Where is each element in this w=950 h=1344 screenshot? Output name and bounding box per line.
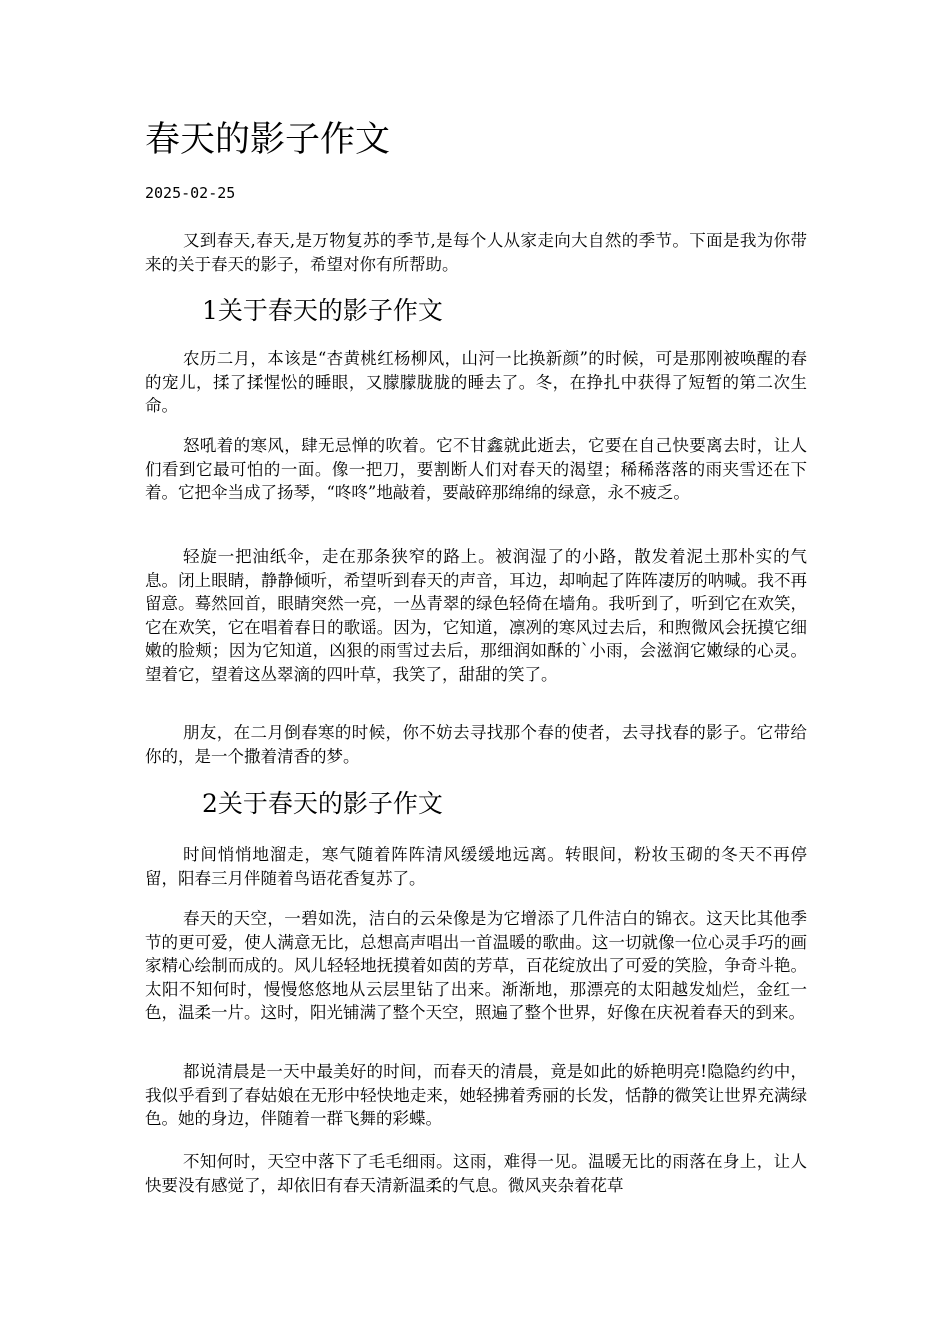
intro-paragraph: 又到春天,春天,是万物复苏的季节,是每个人从家走向大自然的季节。下面是我为你带来的关于春天的影子，希望对你有所帮助。 (145, 231, 807, 274)
section-2-paragraph-2: 春天的天空，一碧如洗，洁白的云朵像是为它增添了几件洁白的锦衣。这天比其他季节的更可爱，使人满意无比，总想高声唱出一首温暖的歌曲。这一切就像一位心灵手巧的画家精心绘制而成的。风儿轻轻地抚摸着如茵的芳草，百花绽放出了可爱的笑脸，争奇斗艳。太阳不知何时，慢慢悠悠地从云层里钻了出来。渐渐地，那漂亮的太阳越发灿烂，金红一色，温柔一片。这时，阳光铺满了整个天空，照遍了整个世界，好像在庆祝着春天的到来。 (145, 909, 807, 1022)
section-1-paragraph-3: 轻旋一把油纸伞，走在那条狭窄的路上。被润湿了的小路，散发着泥土那朴实的气息。闭上眼睛，静静倾听，希望听到春天的声音，耳边，却响起了阵阵凄厉的呐喊。我不再留意。蓦然回首，眼睛突然一亮，一丛青翠的绿色轻倚在墙角。我听到了，听到它在欢笑，它在欢笑，它在唱着春日的歌谣。因为，它知道，凛冽的寒风过去后，和煦微风会抚摸它细嫩的脸颊；因为它知道，凶狠的雨雪过去后，那细润如酥的`小雨，会滋润它嫩绿的心灵。望着它，望着这丛翠滴的四叶草，我笑了，甜甜的笑了。 (145, 547, 807, 684)
section-1-paragraph-1: 农历二月，本该是“杏黄桃红杨柳风，山河一比换新颜”的时候，可是那刚被唤醒的春的宠儿，揉了揉惺忪的睡眼，又朦朦胧胧的睡去了。冬，在挣扎中获得了短暂的第二次生命。 (145, 349, 807, 415)
section-2-paragraph-3: 都说清晨是一天中最美好的时间，而春天的清晨，竟是如此的娇艳明亮!隐隐约约中，我似乎看到了春姑娘在无形中轻快地走来，她轻拂着秀丽的长发，恬静的微笑让世界充满绿色。她的身边，伴随着一群飞舞的彩蝶。 (145, 1062, 807, 1128)
publish-date: 2025-02-25 (145, 184, 236, 202)
section-1-paragraph-4: 朋友，在二月倒春寒的时候，你不妨去寻找那个春的使者，去寻找春的影子。它带给你的，是一个撒着清香的梦。 (145, 723, 807, 766)
page-title: 春天的影子作文 (145, 120, 391, 160)
section-2-paragraph-4: 不知何时，天空中落下了毛毛细雨。这雨，难得一见。温暖无比的雨落在身上，让人快要没有感觉了，却依旧有春天清新温柔的气息。微风夹杂着花草 (145, 1152, 807, 1195)
section-2-paragraph-1: 时间悄悄地溜走，寒气随着阵阵清风缓缓地远离。转眼间，粉妆玉砌的冬天不再停留，阳春三月伴随着鸟语花香复苏了。 (145, 845, 807, 888)
section-heading-2: 2关于春天的影子作文 (202, 789, 443, 818)
section-heading-1: 1关于春天的影子作文 (202, 296, 443, 325)
section-1-paragraph-2: 怒吼着的寒风，肆无忌惮的吹着。它不甘鑫就此逝去，它要在自己快要离去时，让人们看到它最可怕的一面。像一把刀，要割断人们对春天的渴望；稀稀落落的雨夹雪还在下着。它把伞当成了扬琴，“咚咚”地敲着，要敲碎那绵绵的绿意，永不疲乏。 (145, 436, 807, 502)
